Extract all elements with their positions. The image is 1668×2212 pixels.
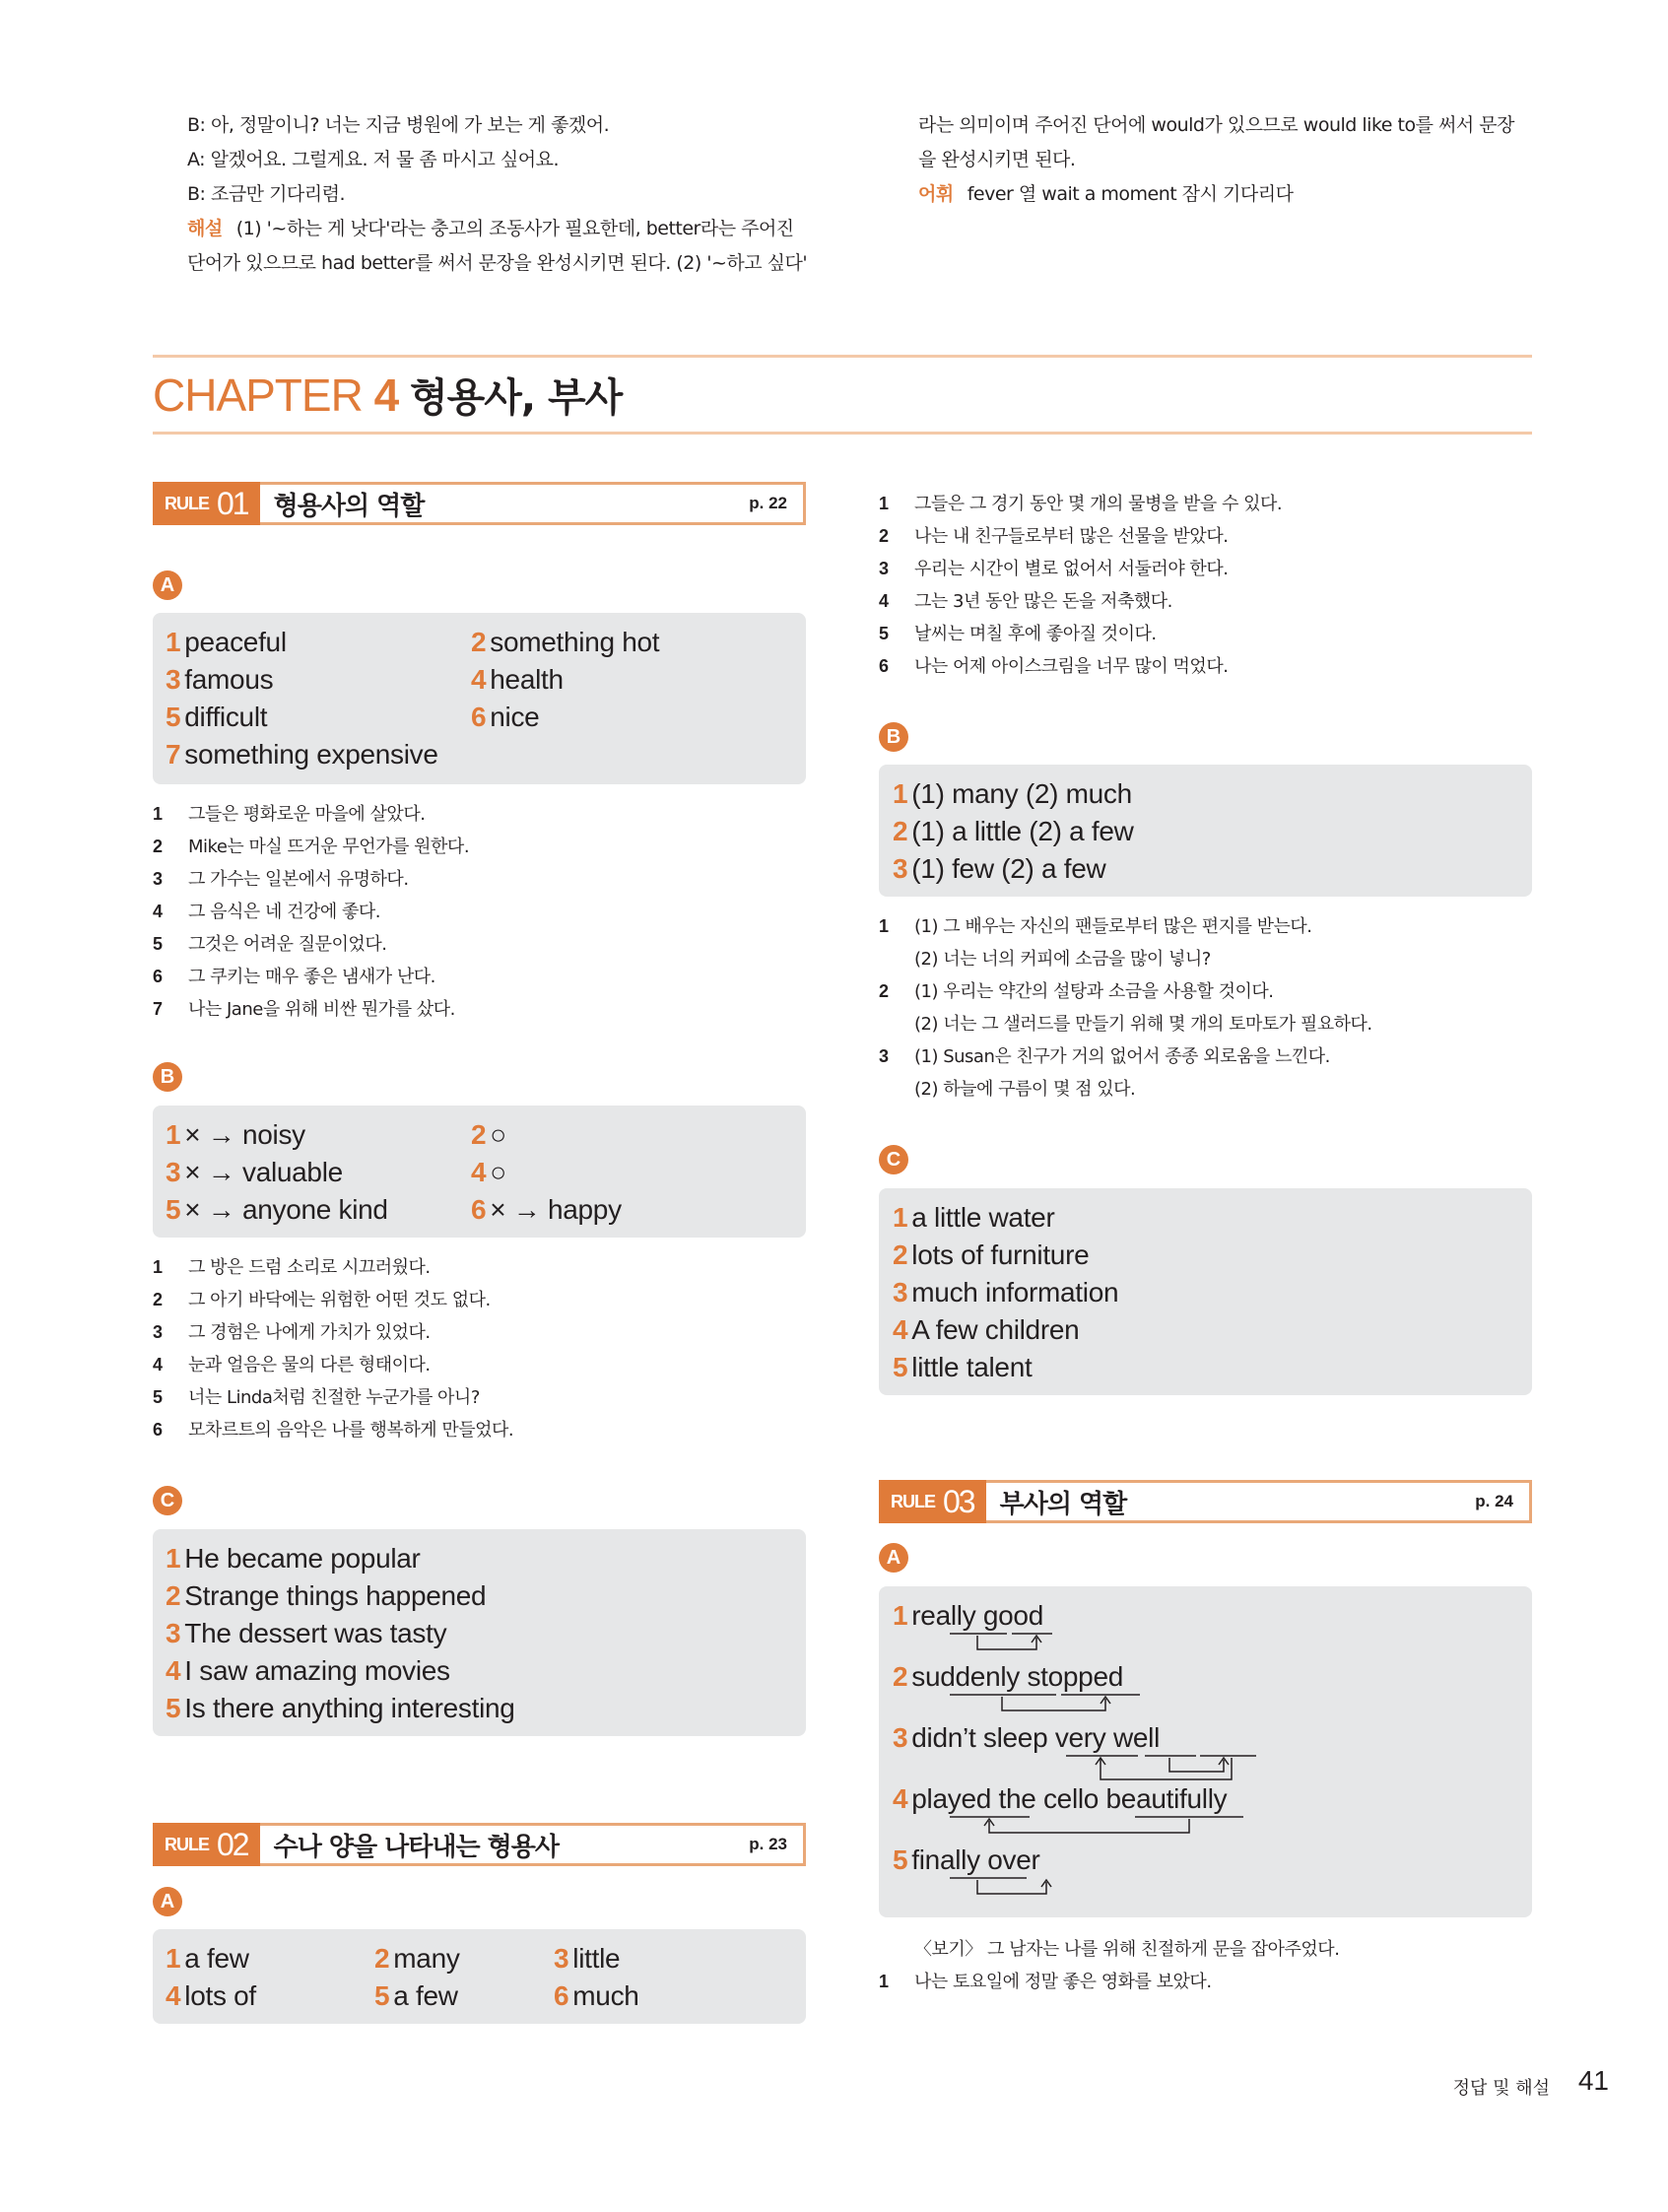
answer-item: 2 Strange things happened [166,1580,487,1611]
answer-item: 1 a few [166,1943,249,1974]
answer-item: 3 × → valuable [166,1157,343,1187]
translation-line: 4 그는 3년 동안 많은 돈을 저축했다. [879,591,1172,612]
answer-item: 4 ○ [471,1157,506,1187]
modify-arrow [989,1819,1189,1833]
answer-item: 1 × → noisy [166,1119,305,1150]
dialogue-line: B: 조금만 기다리렴. [187,183,346,205]
answer-item: 1 He became popular [166,1543,421,1574]
rule-tag [153,482,260,525]
top-right-text [918,108,1549,212]
chapter-prefix: CHAPTER [153,369,363,421]
section-a-marker: A [153,1887,182,1916]
rule-03-header [879,1480,1532,1523]
answer-item: 4 A few children [893,1314,1080,1345]
dialogue-line: B: 아, 정말이니? 너는 지금 병원에 가 보는 게 좋겠어. [187,114,610,136]
top-left-text [187,108,818,281]
answer-item: 5 little talent [893,1352,1033,1382]
rule-02-header [153,1823,806,1866]
rule-tag [879,1480,986,1523]
answer-item: 6 × → happy [471,1194,622,1225]
answer-item: 1 a little water [893,1202,1055,1233]
answer-item: 2 suddenly stopped [893,1661,1123,1692]
translation-line: (2) 너는 그 샐러드를 만들기 위해 몇 개의 토마토가 필요하다. [914,1014,1372,1035]
modify-arrow [977,1880,1046,1894]
translation-line: 1 그들은 그 경기 동안 몇 개의 물병을 받을 수 있다. [879,494,1283,514]
modify-arrow [1002,1697,1105,1710]
modify-arrow [1169,1758,1224,1772]
translation-line: 4 눈과 얼음은 물의 다른 형태이다. [153,1355,431,1375]
answer-item: 2 something hot [471,627,660,657]
translation-line: 5 날씨는 며칠 후에 좋아질 것이다. [879,624,1157,644]
answer-item: 5 Is there anything interesting [166,1693,515,1723]
answer-item: 2 many [374,1943,460,1974]
dialogue-line: A: 알겠어요. 그럴게요. 저 물 좀 마시고 싶어요. [187,149,559,170]
modify-arrow [977,1636,1036,1649]
answer-item: 5 a few [374,1980,458,2011]
answer-item: 6 much [554,1980,639,2011]
translation-line: 1 나는 토요일에 정말 좋은 영화를 보았다. [879,1972,1212,1992]
divider-bottom [153,432,1532,435]
rule-number: 02 [217,1826,248,1862]
page-number: 41 [1577,2065,1609,2096]
section-a-marker: A [879,1543,908,1573]
translation-line: 1 (1) 그 배우는 자신의 팬들로부터 많은 편지를 받는다. [879,916,1312,937]
rule-page: p. 24 [1475,1492,1513,1510]
footer-label: 정답 및 해설 [1452,2078,1550,2099]
explanation-line: 을 완성시키면 된다. [918,149,1076,170]
modify-arrow [1101,1758,1232,1779]
answer-item: 3 (1) few (2) a few [893,853,1106,884]
rule-01-header [153,482,806,525]
divider-top [153,355,1532,358]
answer-item: 5 difficult [166,702,268,732]
chapter-number: 4 [373,369,399,421]
explanation-label: 해설 [187,218,223,239]
vocab-label: 어휘 [918,183,954,205]
explanation-line [187,212,818,246]
translation-line: 3 그 경험은 나에게 가치가 있었다. [153,1322,431,1343]
explanation-line: 라는 의미이며 주어진 단어에 would가 있으므로 would like to를 써서 문장 [918,114,1514,136]
translation-line: 3 (1) Susan은 친구가 거의 없어서 종종 외로움을 느낀다. [879,1046,1330,1067]
answer-item: 4 played the cello beautifully [893,1783,1228,1814]
answer-item: 1 peaceful [166,627,287,657]
rule-number: 03 [943,1483,974,1519]
answer-item: 2 ○ [471,1119,506,1150]
answer-item: 6 nice [471,702,540,732]
explanation-text: (1) '~하는 게 낫다'라는 충고의 조동사가 필요한데, better라는 주어진 [235,218,794,239]
translation-line: 5 너는 Linda처럼 친절한 누군가를 아니? [153,1387,480,1408]
section-a-marker: A [153,570,182,600]
answer-item: 7 something expensive [166,739,438,770]
translation-line: 3 그 가수는 일본에서 유명하다. [153,869,409,890]
translation-line: 7 나는 Jane을 위해 비싼 뭔가를 샀다. [153,999,455,1020]
translation-line: 1 그들은 평화로운 마을에 살았다. [153,804,426,825]
answer-item: 2 (1) a little (2) a few [893,816,1134,846]
answer-item: 3 The dessert was tasty [166,1618,447,1648]
translation-line: 6 그 쿠키는 매우 좋은 냄새가 난다. [153,967,435,987]
modifier-arrows [879,1586,1532,1917]
rule-label: RULE [165,1834,209,1854]
answer-item: 4 I saw amazing movies [166,1655,450,1686]
rule-page: p. 22 [749,494,787,512]
example-line: 〈보기〉 그 남자는 나를 위해 친절하게 문을 잡아주었다. [914,1939,1340,1960]
rule-label: RULE [891,1491,935,1511]
answer-item: 3 little [554,1943,621,1974]
translation-line: 3 우리는 시간이 별로 없어서 서둘러야 한다. [879,559,1229,579]
translation-line: (2) 하늘에 구름이 몇 점 있다. [914,1079,1136,1100]
answer-item: 4 lots of [166,1980,256,2011]
answer-item: 3 didn’t sleep very well [893,1722,1161,1753]
section-b-marker: B [879,722,908,752]
answer-item: 3 famous [166,664,274,695]
rule-title: 형용사의 역할 [273,491,425,521]
translation-line: 2 (1) 우리는 약간의 설탕과 소금을 사용할 것이다. [879,981,1274,1002]
answer-item: 1 really good [893,1600,1043,1631]
answer-item: 3 much information [893,1277,1119,1307]
rule-title: 부사의 역할 [999,1489,1127,1519]
rule-page: p. 23 [749,1835,787,1853]
chapter-title [153,367,622,423]
translation-line: 2 나는 내 친구들로부터 많은 선물을 받았다. [879,526,1229,547]
explanation-line: 단어가 있으므로 had better를 써서 문장을 완성시키면 된다. (2) '~하고 싶다' [187,252,808,274]
answer-item: 5 finally over [893,1844,1040,1875]
translation-line: 6 모차르트의 음악은 나를 행복하게 만들었다. [153,1420,514,1441]
vocab-line [918,177,1549,212]
translation-line: 2 Mike는 마실 뜨거운 무언가를 원한다. [153,837,470,857]
translation-line: 5 그것은 어려운 질문이었다. [153,934,387,955]
rule-number: 01 [217,485,248,521]
rule-tag [153,1823,260,1866]
translation-line: 4 그 음식은 네 건강에 좋다. [153,902,380,922]
answer-item: 4 health [471,664,564,695]
section-b-marker: B [153,1062,182,1092]
answer-item: 5 × → anyone kind [166,1194,388,1225]
answer-item: 2 lots of furniture [893,1240,1090,1270]
chapter-name: 형용사, 부사 [409,375,623,421]
translation-line: (2) 너는 너의 커피에 소금을 많이 넣니? [914,949,1211,970]
vocab-text: fever 열 wait a moment 잠시 기다리다 [967,183,1294,205]
section-c-marker: C [879,1145,908,1174]
answer-item: 1 (1) many (2) much [893,778,1132,809]
rule-label: RULE [165,493,209,513]
translation-line: 6 나는 어제 아이스크림을 너무 많이 먹었다. [879,656,1229,677]
section-c-marker: C [153,1486,182,1515]
translation-line: 2 그 아기 바닥에는 위험한 어떤 것도 없다. [153,1290,491,1310]
translation-line: 1 그 방은 드럼 소리로 시끄러웠다. [153,1257,431,1278]
rule-title: 수나 양을 나타내는 형용사 [273,1832,560,1862]
